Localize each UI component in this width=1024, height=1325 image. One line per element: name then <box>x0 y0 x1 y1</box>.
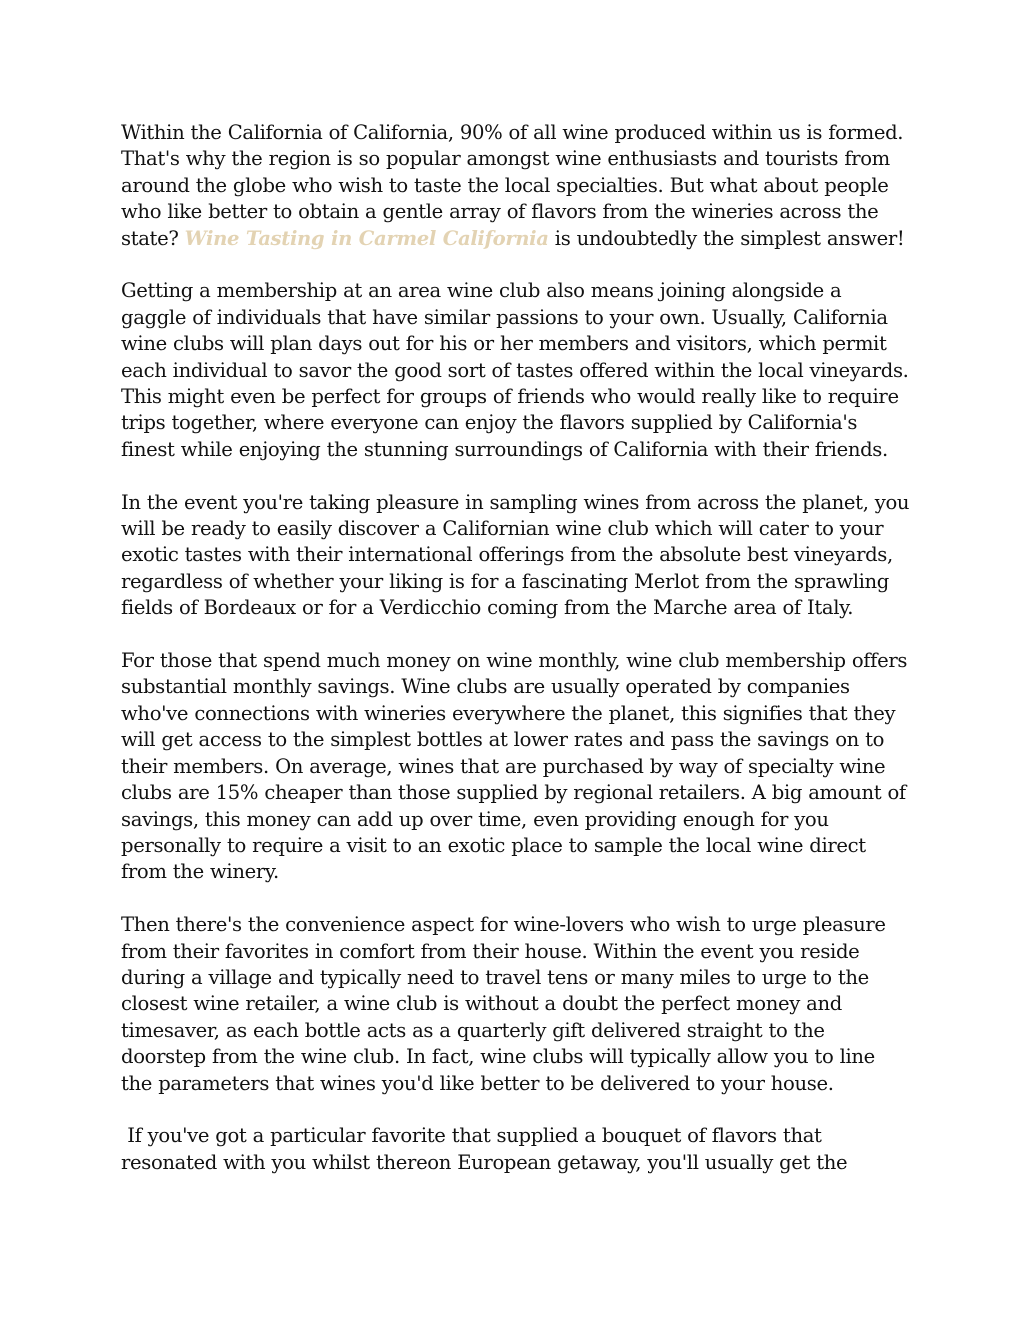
paragraph-favorite: If you've got a particular favorite that supplied a bouquet of flavors that resonated with you whilst thereon European getaway, you'll usually get the <box>121 1124 848 1174</box>
paragraph-membership: Getting a membership at an area wine club also means joining alongside a gaggle of individuals that have similar passions to your own. Usually, California wine clubs will plan days out for his or her members and visitors, which permit each individual to savor the good sort of tastes offered within the local vineyards. This might even be perfect for groups of friends who would really like to require trips together, where everyone can enjoy the flavors supplied by California's finest while enjoying the stunning surroundings of California with their friends. <box>121 279 909 461</box>
paragraph-intro-text: Within the California of California, 90% of all wine produced within us is formed. That's why the region is so popular amongst wine enthusiasts and tourists from around the globe who wish to taste the local specialties. But what about people who like better to obtain a gentle array of flavors from the wineries across the state? <box>121 121 904 250</box>
wine-tasting-link[interactable]: Wine Tasting in Carmel California <box>184 226 549 250</box>
paragraph-convenience: Then there's the convenience aspect for wine-lovers who wish to urge pleasure from their favorites in comfort from their house. Within the event you reside during a village and typically need to travel tens or many miles to urge to the closest wine retailer, a wine club is without a doubt the perfect money and timesaver, as each bottle acts as a quarterly gift delivered straight to the doorstep from the wine club. In fact, wine clubs will typically allow you to line the parameters that wines you'd like better to be delivered to your house. <box>121 913 886 1095</box>
paragraph-international: In the event you're taking pleasure in sampling wines from across the planet, you will be ready to easily discover a Californian wine club which will cater to your exotic tastes with their international offerings from the absolute best vineyards, regardless of whether your liking is for a fascinating Merlot from the sprawling fields of Bordeaux or for a Verdicchio coming from the Marche area of Italy. <box>121 490 910 620</box>
paragraph-intro-ending: is undoubtedly the simplest answer! <box>548 226 905 250</box>
paragraph-savings: For those that spend much money on wine monthly, wine club membership offers substantial monthly savings. Wine clubs are usually operated by companies who've connections with wineries everywhere the planet, this signifies that they will get access to the simplest bottles at lower rates and pass the savings on to their members. On average, wines that are purchased by way of specialty wine clubs are 15% cheaper than those supplied by regional retailers. A big amount of savings, this money can add up over time, even providing enough for you personally to require a visit to an exotic place to sample the local wine direct from the winery. <box>121 649 908 884</box>
document-page <box>121 120 911 1203</box>
paragraph-intro <box>121 120 911 252</box>
